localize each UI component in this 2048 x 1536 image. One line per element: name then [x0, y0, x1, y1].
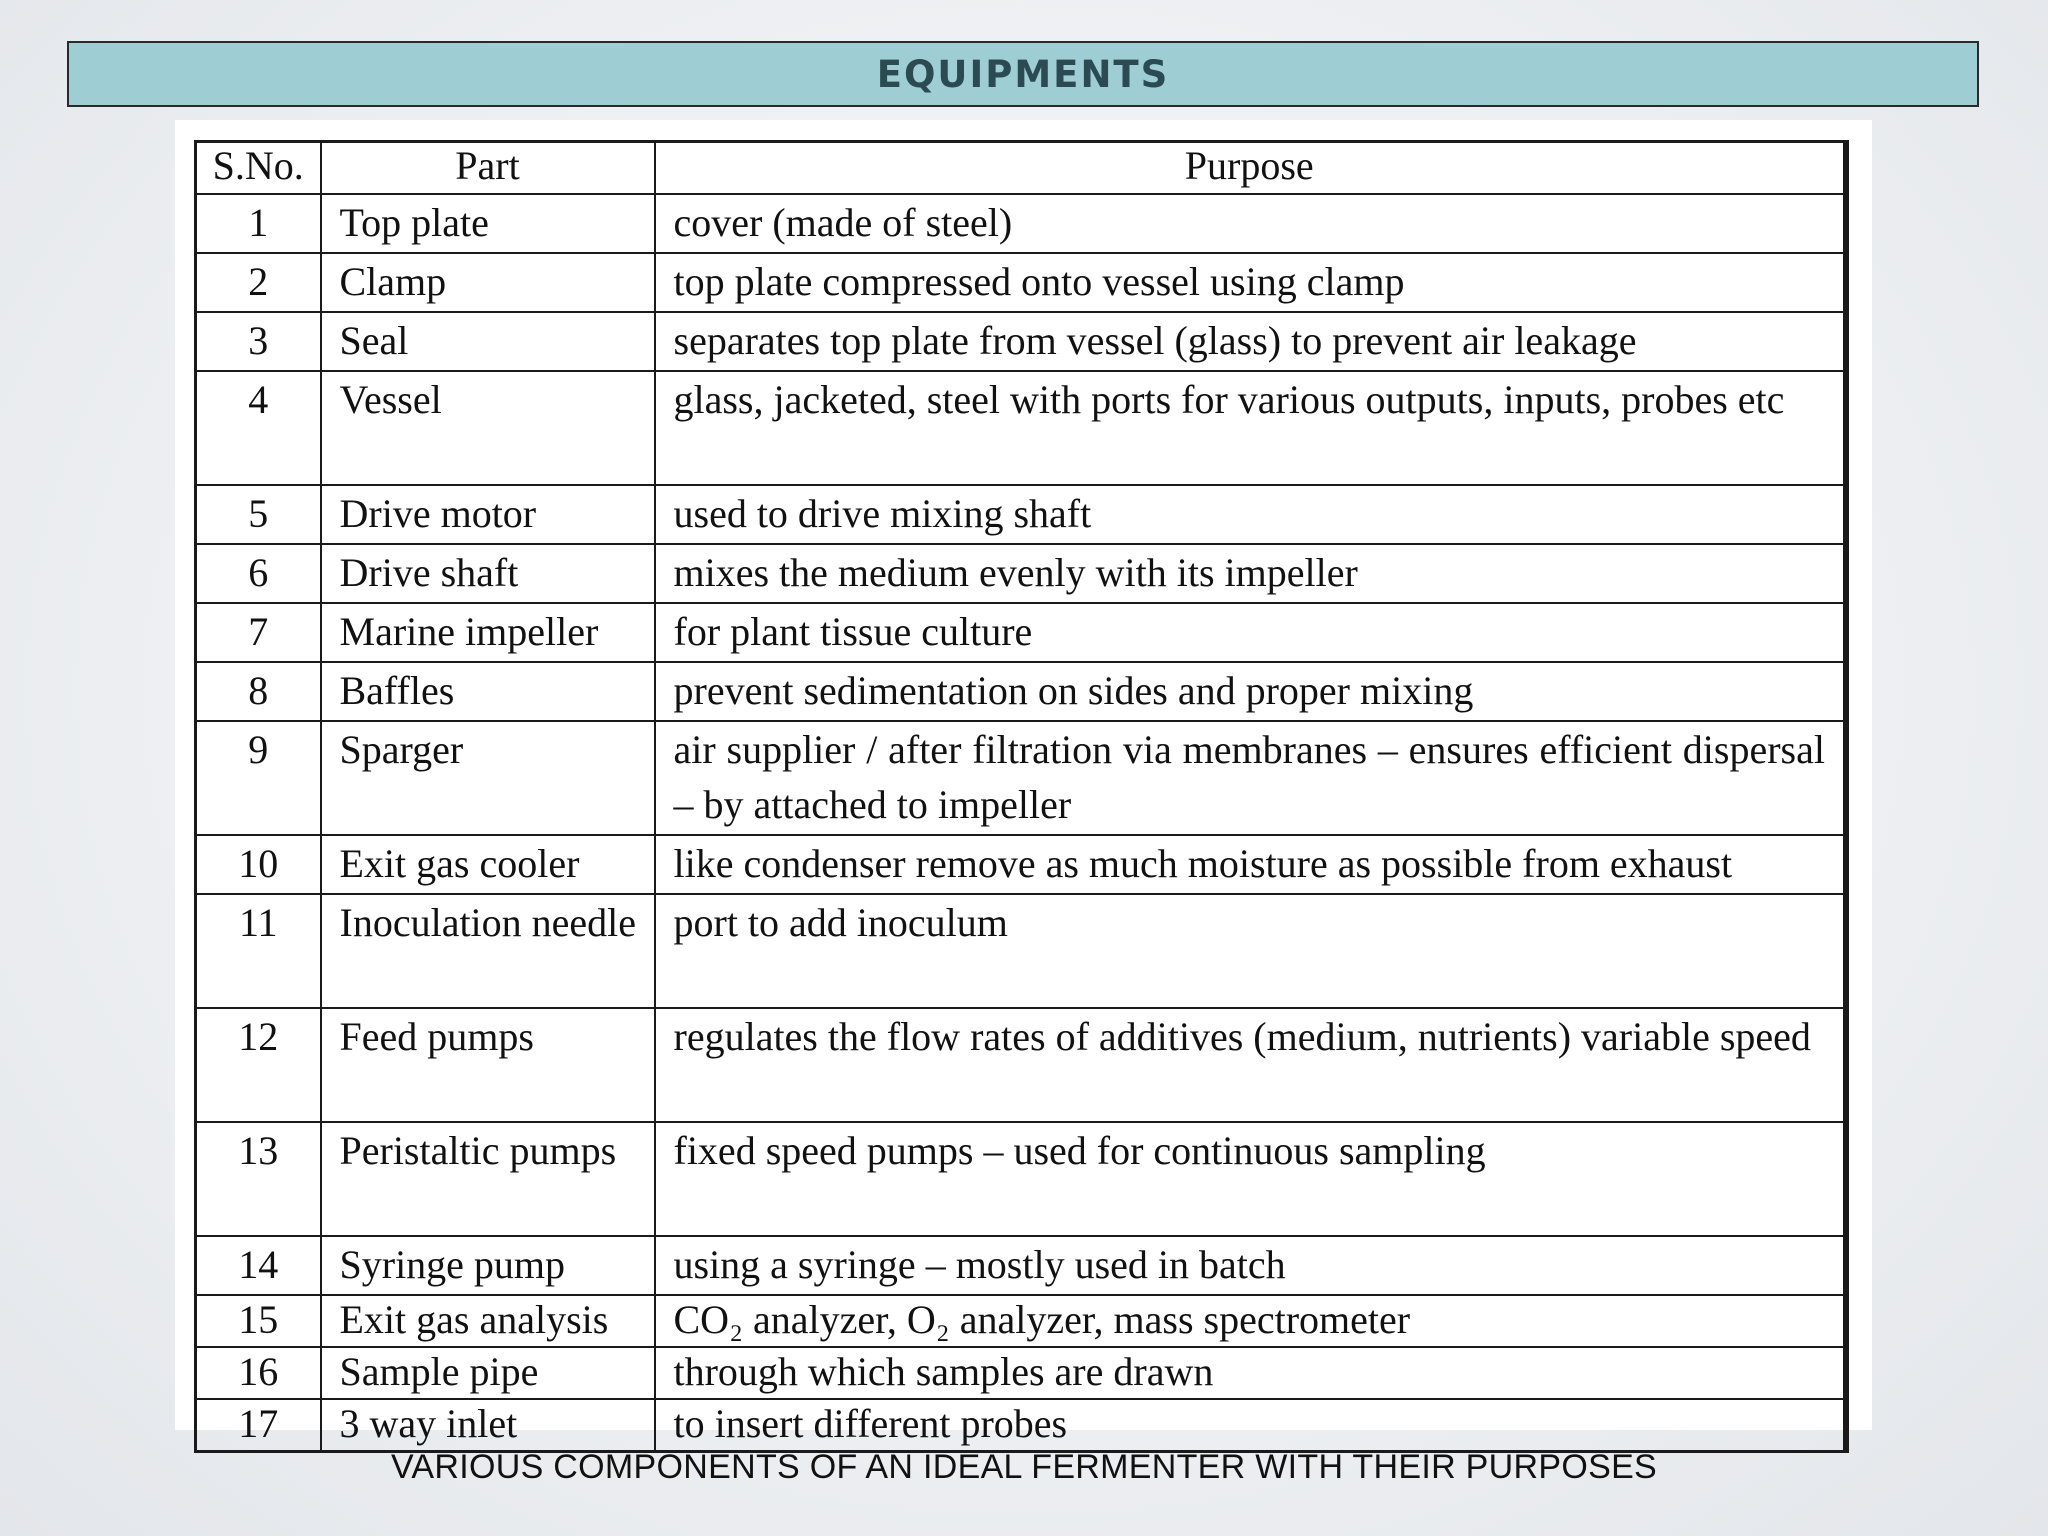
row-part: Exit gas analysis	[321, 1295, 655, 1347]
table-row	[196, 835, 1845, 894]
table-row	[196, 544, 1845, 603]
header-part: Part	[321, 142, 655, 195]
row-purpose: port to add inoculum	[655, 894, 1845, 1008]
row-purpose: cover (made of steel)	[655, 194, 1845, 253]
row-sno: 7	[196, 603, 321, 662]
row-sno: 15	[196, 1295, 321, 1347]
row-purpose: used to drive mixing shaft	[655, 485, 1845, 544]
table-row	[196, 662, 1845, 721]
row-part: Syringe pump	[321, 1236, 655, 1295]
row-part: Top plate	[321, 194, 655, 253]
page-title: EQUIPMENTS	[876, 52, 1170, 96]
row-part: Clamp	[321, 253, 655, 312]
row-sno: 6	[196, 544, 321, 603]
table-row	[196, 1295, 1845, 1347]
row-sno: 3	[196, 312, 321, 371]
row-sno: 12	[196, 1008, 321, 1122]
row-sno: 13	[196, 1122, 321, 1236]
table-row	[196, 1236, 1845, 1295]
table-row	[196, 1399, 1845, 1452]
row-sno: 10	[196, 835, 321, 894]
table-row	[196, 1008, 1845, 1122]
row-purpose: CO₂ analyzer, O₂ analyzer, mass spectrometer	[655, 1295, 1845, 1347]
row-part: Drive motor	[321, 485, 655, 544]
row-part: Inoculation needle	[321, 894, 655, 1008]
row-sno: 8	[196, 662, 321, 721]
row-part: Baffles	[321, 662, 655, 721]
table-row	[196, 1347, 1845, 1399]
table-panel	[175, 120, 1872, 1446]
row-purpose: through which samples are drawn	[655, 1347, 1845, 1399]
equipment-table	[194, 140, 1846, 1453]
row-part: Peristaltic pumps	[321, 1122, 655, 1236]
row-part: Seal	[321, 312, 655, 371]
row-sno: 5	[196, 485, 321, 544]
row-purpose: like condenser remove as much moisture as possible from exhaust	[655, 835, 1845, 894]
row-sno: 17	[196, 1399, 321, 1452]
row-sno: 2	[196, 253, 321, 312]
row-sno: 4	[196, 371, 321, 485]
row-purpose: to insert different probes	[655, 1399, 1845, 1452]
title-bar	[67, 41, 1979, 107]
row-sno: 14	[196, 1236, 321, 1295]
row-part: Sample pipe	[321, 1347, 655, 1399]
table-row	[196, 721, 1845, 835]
row-part: 3 way inlet	[321, 1399, 655, 1452]
row-purpose: air supplier / after filtration via membranes – ensures efficient dispersal – by attached to impeller	[655, 721, 1845, 835]
row-purpose: separates top plate from vessel (glass) to prevent air leakage	[655, 312, 1845, 371]
table-row	[196, 253, 1845, 312]
row-purpose: fixed speed pumps – used for continuous sampling	[655, 1122, 1845, 1236]
row-purpose: for plant tissue culture	[655, 603, 1845, 662]
row-purpose: regulates the flow rates of additives (medium, nutrients) variable speed	[655, 1008, 1845, 1122]
table-row	[196, 194, 1845, 253]
row-purpose: using a syringe – mostly used in batch	[655, 1236, 1845, 1295]
row-part: Sparger	[321, 721, 655, 835]
table-row	[196, 312, 1845, 371]
table-row	[196, 371, 1845, 485]
table-row	[196, 894, 1845, 1008]
row-purpose: mixes the medium evenly with its impeller	[655, 544, 1845, 603]
row-purpose: glass, jacketed, steel with ports for various outputs, inputs, probes etc	[655, 371, 1845, 485]
table-row	[196, 485, 1845, 544]
row-sno: 1	[196, 194, 321, 253]
table-row	[196, 1122, 1845, 1236]
row-part: Vessel	[321, 371, 655, 485]
row-part: Feed pumps	[321, 1008, 655, 1122]
header-sno: S.No.	[196, 142, 321, 195]
slide-caption: VARIOUS COMPONENTS OF AN IDEAL FERMENTER WITH THEIR PURPOSES	[390, 1448, 1658, 1486]
row-sno: 16	[196, 1347, 321, 1399]
header-purpose: Purpose	[655, 142, 1845, 195]
row-part: Exit gas cooler	[321, 835, 655, 894]
row-sno: 9	[196, 721, 321, 835]
row-part: Marine impeller	[321, 603, 655, 662]
row-sno: 11	[196, 894, 321, 1008]
row-purpose: prevent sedimentation on sides and proper mixing	[655, 662, 1845, 721]
table-header-row	[196, 142, 1845, 195]
table-row	[196, 603, 1845, 662]
row-part: Drive shaft	[321, 544, 655, 603]
row-purpose: top plate compressed onto vessel using clamp	[655, 253, 1845, 312]
